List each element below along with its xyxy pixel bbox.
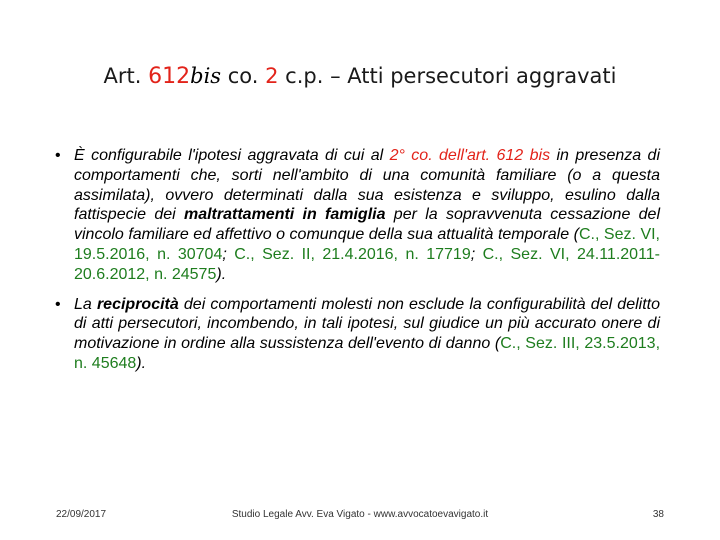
title-co-label: co. bbox=[221, 64, 266, 88]
bullet1-citation-3: C., Sez. VI, 24.11.2011-20.6.2012, n. 24575 bbox=[74, 245, 661, 283]
bullet2-end: ). bbox=[136, 354, 147, 372]
bullet-item-aggravated bbox=[52, 146, 660, 285]
bullet1-text-3: per la sopravvenuta cessazione del vincolo familiare ed affettivo o comunque della sua attualità temporale ( bbox=[74, 206, 661, 244]
title-rest: c.p. – Atti persecutori aggravati bbox=[278, 64, 617, 88]
bullet-item-reciprocity bbox=[52, 295, 660, 374]
bullet1-text-1: È configurabile l'ipotesi aggravata di cui al bbox=[74, 147, 390, 164]
slide-title bbox=[0, 64, 720, 89]
bullet2-bold-term: reciprocità bbox=[96, 295, 179, 313]
bullet1-text-2: in presenza di comportamenti che, sorti nell'ambito di una comunità familiare (o a questa assimilata), ovvero determinati dalla sua esistenza e sviluppo, esulino dalla fattispecie dei bbox=[74, 147, 661, 224]
title-prefix: Art. bbox=[103, 64, 149, 88]
footer-firm: Studio Legale Avv. Eva Vigato - www.avvocatoevavigato.it bbox=[231, 509, 489, 520]
bullet1-end: ). bbox=[216, 265, 227, 283]
bullet2-citation: C., Sez. III, 23.5.2013, n. 45648 bbox=[74, 335, 661, 372]
bullet1-article-reference: 2° co. dell'art. 612 bis bbox=[389, 147, 551, 164]
title-co-number: 2 bbox=[265, 64, 279, 88]
footer-date: 22/09/2017 bbox=[56, 509, 107, 520]
bullet-dot-icon: • bbox=[55, 147, 61, 164]
bullet1-separator-1: ; bbox=[222, 245, 235, 263]
bullet2-text-2: dei comportamenti molesti non esclude la configurabilità del delitto di atti persecutori, incombendo, in tali ipotesi, sul giudice un più accurato onere di motivazione in ordine alla sussistenza dell'evento di danno ( bbox=[74, 295, 660, 353]
title-article-suffix: bis bbox=[190, 64, 222, 88]
bullet-dot-icon: • bbox=[55, 295, 61, 313]
title-article-number: 612 bbox=[148, 64, 191, 89]
bullet-list bbox=[52, 146, 660, 384]
bullet1-citation-2: C., Sez. II, 21.4.2016, n. 17719 bbox=[234, 245, 471, 263]
bullet2-text-1: La bbox=[74, 295, 97, 313]
bullet1-bold-term: maltrattamenti in famiglia bbox=[183, 206, 386, 224]
bullet1-separator-2: ; bbox=[470, 245, 483, 263]
footer-page-number: 38 bbox=[652, 509, 664, 520]
bullet1-citation-1: C., Sez. VI, 19.5.2016, n. 30704 bbox=[74, 226, 660, 263]
